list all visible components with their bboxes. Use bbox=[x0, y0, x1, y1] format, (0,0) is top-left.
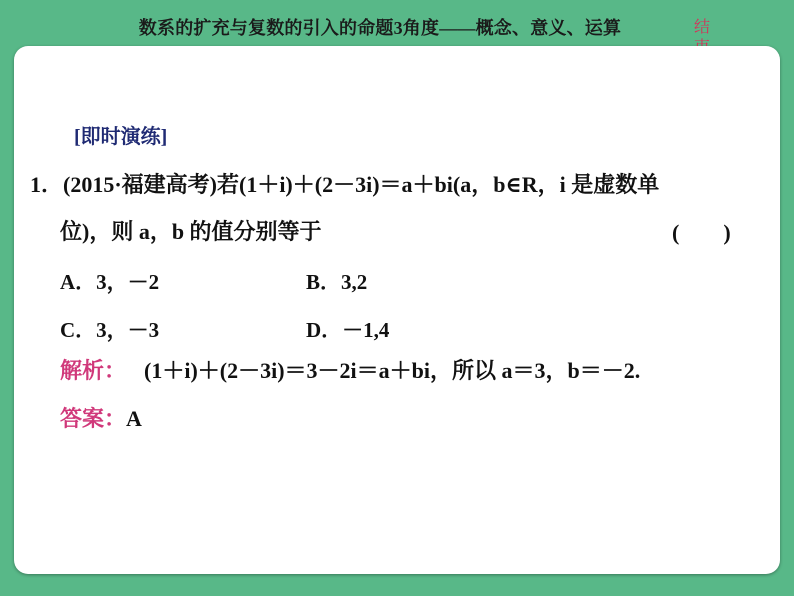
problem-statement-line-2: 位)，则 a，b 的值分别等于 bbox=[60, 219, 322, 244]
analysis bbox=[60, 354, 640, 385]
section-heading: [即时演练] bbox=[74, 126, 168, 148]
answer-value: A bbox=[126, 406, 142, 431]
answer-label: 答案： bbox=[60, 406, 127, 431]
answer bbox=[60, 402, 142, 433]
end-button[interactable]: 结 bbox=[693, 19, 710, 36]
choice-d: D．－1,4 bbox=[306, 318, 390, 342]
choice-b: B．3,2 bbox=[306, 270, 368, 294]
problem-statement-line-1: 1．(2015·福建高考)若(1＋i)＋(2－3i)＝a＋bi(a，b∈R，i 是虚数单 bbox=[30, 172, 660, 197]
analysis-label: 解析： bbox=[60, 358, 127, 383]
answer-blank: ( ) bbox=[672, 220, 731, 245]
page-title: 数系的扩充与复数的引入的命题3角度——概念、意义、运算 bbox=[138, 18, 622, 38]
choice-c: C．3，－3 bbox=[60, 318, 160, 342]
choice-a: A．3，－2 bbox=[60, 270, 160, 294]
analysis-text: (1＋i)＋(2－3i)＝3－2i＝a＋bi，所以 a＝3，b＝－2. bbox=[144, 358, 641, 383]
